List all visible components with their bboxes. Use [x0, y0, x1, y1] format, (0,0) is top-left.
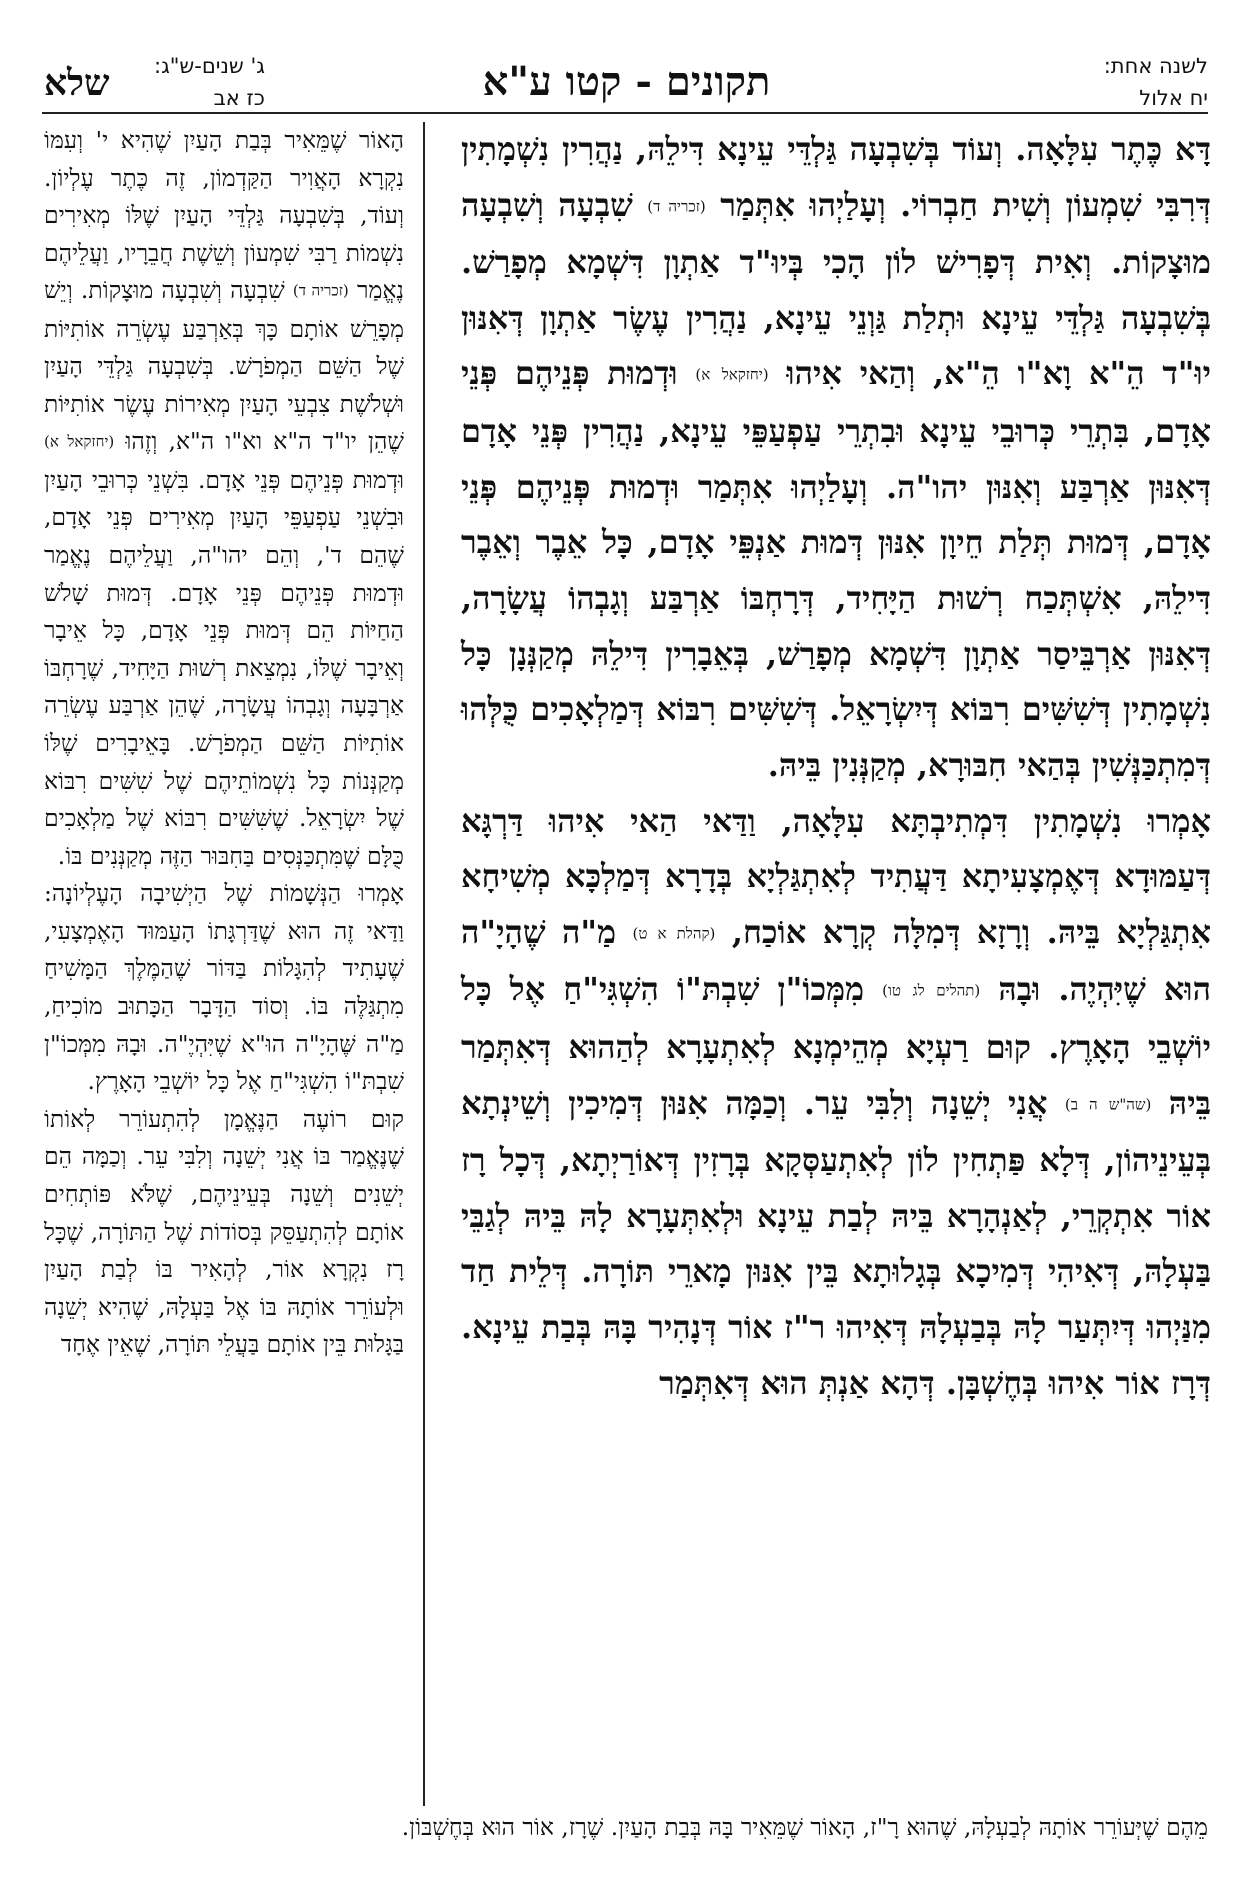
citation: (קהלת א ט)	[632, 924, 716, 943]
text-run: קוּם רוֹעֶה הַנֶּאֱמָן לְהִתְעוֹרֵר לְאוֹתוֹ שֶׁנֶּאֱמַר בּוֹ אֲנִי יְשֵׁנָה וְלִבִּי עֵר. וְכַמָּה הֵם יְשֵׁנִים וְשֵׁנָה בְּעֵינֵיהֶם, שֶׁלֹּא פּוֹתְחִים אוֹתָם לְהִתְעַסֵּק בְּסוֹדוֹת שֶׁל הַתּוֹרָה, שֶׁכָּל רָז נִקְרָא אוֹר, לְהָאִיר בּוֹ לְבַת הָעַיִן וּלְעוֹרֵר אוֹתָהּ בּוֹ אֶל בַּעְלָהּ, שֶׁהִיא יְשֵׁנָה בַּגָּלוּת בֵּין אוֹתָם בַּעֲלֵי תּוֹרָה, שֶׁאֵין אֶחָד	[44, 1104, 404, 1359]
schedule-label: ג' שנים-ש"ג:	[154, 54, 265, 78]
schedule-label: לשנה אחת:	[1103, 54, 1208, 78]
schedule-date: יח אלול	[1139, 86, 1208, 110]
text-run: וּדְמוּת פְּנֵיהֶם פְּנֵי אָדָם, בִּתְרֵי כְּרוּבֵי עֵינָא וּבִתְרֵי עַפְעַפֵּי עֵינָא, נַהֲרִין פְּנֵי אָדָם דְּאִנּוּן אַרְבַּע וְאִנּוּן יהו"ה. וְעָלַיְהוּ אִתְּמַר וּדְמוּת פְּנֵיהֶם פְּנֵי אָדָם, דְּמוּת תְּלַת חֵיוָן אִנּוּן דְּמוּת אַנְפֵּי אָדָם, כָּל אֵבֶר וְאֵבֶר דִּילֵהּ, אִשְׁתְּכַח רְשׁוּת הַיָּחִיד, דְּרָחְבּוֹ אַרְבַּע וְגָבְהוֹ עֲשָׂרָה, דְּאִנּוּן אַרְבֵּיסַר אַתְוָן דִּשְׁמָא מְפָרַשׁ, בְּאֵבָרִין דִּילֵהּ מְקַנְּנָן כָּל נִשְׁמָתִין דְּשִׁשִּׁים רִבּוֹא דְּיִשְׂרָאֵל. דְּשִׁשִּׁים רִבּוֹא דְּמַלְאָכִים כֻּלְּהוּ דְּמִתְכַּנְּשִׁין בְּהַאי חִבּוּרָא, מְקַנְּנִין בֵּיהּ.	[461, 354, 1211, 785]
commentary-paragraph	[44, 875, 404, 1101]
text-run: אֲנִי יְשֵׁנָה וְלִבִּי עֵר. וְכַמָּה אִנּוּן דְּמִיכִין וְשֵׁינְתָא בְּעֵינֵיהוֹן, דְּלָא פַּתְחִין לוֹן לְאִתְעַסְּקָא בְּרָזִין דְּאוֹרַיְתָא, דְּכָל רָז אוֹר אִתְקְרֵי, לְאַנְהָרָא בֵּיהּ לְבַת עֵינָא וּלְאִתְּעָרָא לָהּ בֵּיהּ לְגַבֵּי בַּעְלָהּ, דְּאִיהִי דְּמִיכָא בְּגָלוּתָא בֵּין אִנּוּן מָארֵי תּוֹרָה. דְּלֵית חַד מִנַּיְהוּ דְּיִתְּעַר לָהּ בְּבַעְלָהּ דְּאִיהוּ ר"ז אוֹר דְּנָהִיר בָּהּ בְּבַת עֵינָא. דְּרָז אוֹר אִיהוּ בְּחֶשְׁבָּן. דְּהָא אַנְתְּ הוּא דְּאִתְּמַר	[461, 1083, 1212, 1402]
citation: (יחזקאל א)	[44, 433, 115, 452]
page-title: תקונים - קטו ע"א	[482, 58, 771, 105]
header-divider	[42, 112, 1208, 114]
citation: (שה"ש ה ב)	[1064, 1095, 1152, 1114]
study-schedule-three-years	[154, 50, 265, 114]
citation: (זכריה ד)	[647, 197, 706, 216]
citation: (תהלים לג טו)	[882, 982, 981, 1001]
text-run: אָמְרוּ נִשְׁמָתִין דִּמְתִיבְתָּא עִלָּאָה, וַדַּאי הַאי אִיהוּ דַּרְגָּא דְּעַמּוּדָא דְּאֶמְצָעִיתָא דַּעֲתִיד לְאִתְגַּלְיָא בְּדָרָא דְּמַלְכָּא מְשִׁיחָא אִתְגַּלְיָא בֵּיהּ. וְרָזָא דְּמִלָּה קְרָא אוֹכַח,	[461, 801, 1212, 952]
main-text-column	[461, 122, 1211, 1411]
commentary-footer-line: מֵהֶם שֶׁיְּעוֹרֵר אוֹתָהּ לְבַעְלָהּ, שֶׁהוּא רָ"ז, הָאוֹר שֶׁמֵּאִיר בָּהּ בְּבַת הָעַיִן. שֶׁרָז, אוֹר הוּא בְּחֶשְׁבּוֹן.	[401, 1813, 1208, 1841]
schedule-date: כז אב	[213, 86, 265, 110]
text-run: הָאוֹר שֶׁמֵּאִיר בְּבַת הָעַיִן שֶׁהִיא י' וְעִמּוֹ נִקְרָא הָאֲוִיר הַקַּדְמוֹן, זֶה כֶּתֶר עֶלְיוֹן. וְעוֹד, בְּשִׁבְעָה גַּלְדֵּי הָעַיִן שֶׁלּוֹ מְאִירִים נִשְׁמוֹת רַבִּי שִׁמְעוֹן וְשֵׁשֶׁת חֲבֵרָיו, וַעֲלֵיהֶם נֶאֱמַר	[44, 126, 404, 305]
text-run: אָמְרוּ הַנְּשָׁמוֹת שֶׁל הַיְשִׁיבָה הָעֶלְיוֹנָה: וַדַּאי זֶה הוּא שֶׁדַּרְגָּתוֹ הָעַמּוּד הָאֶמְצָעִי, שֶׁעָתִיד לְהִגָּלוֹת בַּדּוֹר שֶׁהַמֶּלֶךְ הַמָּשִׁיחַ מִתְגַּלֶּה בּוֹ. וְסוֹד הַדָּבָר הַכָּתוּב מוֹכִיחַ, מַ"ה שֶּׁהָיָ"ה הוּ"א שֶׁיִּהְיֶ"ה. וּבָהּ מִמְּכוֹ"ן שִׁבְתּ"וֹ הִשְׁגִּי"חַ אֶל כָּל יוֹשְׁבֵי הָאָרֶץ.	[44, 879, 404, 1096]
column-divider	[423, 122, 425, 1806]
page-number: שלא	[44, 62, 110, 104]
text-run: שִׁבְעָה וְשִׁבְעָה מוּצָקוֹת. וְאִית דְּפָרִישׁ לוֹן הָכִי בְּיוּ"ד אַתְוָן דִּשְׁמָא מְפָרַשׁ. בְּשִׁבְעָה גַּלְדֵּי עֵינָא וּתְלַת גַּוְנֵי עֵינָא, נַהֲרִין עֶשֶׂר אַתְוָן דְּאִנּוּן יוּ"ד הֵ"א וָא"ו הֵ"א, וְהַאי אִיהוּ	[461, 185, 1212, 393]
commentary-column	[44, 122, 404, 1364]
citation: (יחזקאל א)	[695, 366, 769, 385]
citation: (זכריה ד)	[292, 282, 349, 301]
main-paragraph	[461, 122, 1211, 794]
commentary-paragraph	[44, 1101, 404, 1364]
text-run: וּדְמוּת פְּנֵיהֶם פְּנֵי אָדָם. בִּשְׁנֵי כְּרוּבֵי הָעַיִן וּבִשְׁנֵי עַפְעַפֵּי הָעַיִן מְאִירִים פְּנֵי אָדָם, שֶׁהֵם ד', וְהֵם יהו"ה, וַעֲלֵיהֶם נֶאֱמַר וּדְמוּת פְּנֵיהֶם פְּנֵי אָדָם. דְּמוּת שָׁלֹשׁ הַחַיּוֹת הֵם דְּמוּת פְּנֵי אָדָם, כָּל אֵיבָר וְאֵיבָר שֶׁלּוֹ, נִמְצֵאת רְשׁוּת הַיָּחִיד, שֶׁרָחְבּוֹ אַרְבָּעָה וְגָבְהוֹ עֲשָׂרָה, שֶׁהֵן אַרְבַּע עֶשְׂרֵה אוֹתִיּוֹת הַשֵּׁם הַמְפֹרָשׁ. בָּאֵיבָרִים שֶׁלּוֹ מְקַנְּנוֹת כָּל נִשְׁמוֹתֵיהֶם שֶׁל שִׁשִּׁים רִבּוֹא שֶׁל יִשְׂרָאֵל. שֶׁשִּׁשִּׁים רִבּוֹא שֶׁל מַלְאָכִים כֻּלָּם שֶׁמִּתְכַּנְּסִים בַּחִבּוּר הַזֶּה מְקַנְּנִים בּוֹ.	[44, 465, 404, 870]
text-run: דָּא כֶּתֶר עִלָּאָה. וְעוֹד בְּשִׁבְעָה גַּלְדֵּי עֵינָא דִּילֵהּ, נַהֲרִין נִשְׁמָתִין דְּרִבִּי שִׁמְעוֹן וְשִׁית חַבְרוֹי. וְעָלַיְהוּ אִתְּמַר	[461, 130, 1211, 224]
text-run: מַ"ה שֶׁהָיָ"ה הוּא שֶׁיִּהְיֶה. וּבָהּ	[461, 913, 1212, 1009]
page-header	[0, 0, 1253, 116]
text-run: שִׁבְעָה וְשִׁבְעָה מוּצָקוֹת. וְיֵשׁ מְפָרֵשׁ אוֹתָם כָּךְ בְּאַרְבַּע עֶשְׂרֵה אוֹתִיּוֹת שֶׁל הַשֵּׁם הַמְפֹרָשׁ. בְּשִׁבְעָה גַּלְדֵּי הָעַיִן וּשְׁלֹשֶׁת צִבְעֵי הָעַיִן מְאִירוֹת עֶשֶׂר אוֹתִיּוֹת שֶׁהֵן יו"ד ה"א וא"ו ה"א, וְזֶהוּ	[44, 276, 404, 456]
commentary-paragraph	[44, 122, 404, 875]
main-paragraph	[461, 794, 1211, 1412]
text-run: מִמְּכוֹ"ן שִׁבְתּ"וֹ הִשְׁגִּי"חַ אֶל כָּל יוֹשְׁבֵי הָאָרֶץ. קוּם רַעְיָא מְהֵימְנָא לְאִתְעָרָא לְהַהוּא דְּאִתְּמַר בֵּיהּ	[461, 970, 1212, 1122]
